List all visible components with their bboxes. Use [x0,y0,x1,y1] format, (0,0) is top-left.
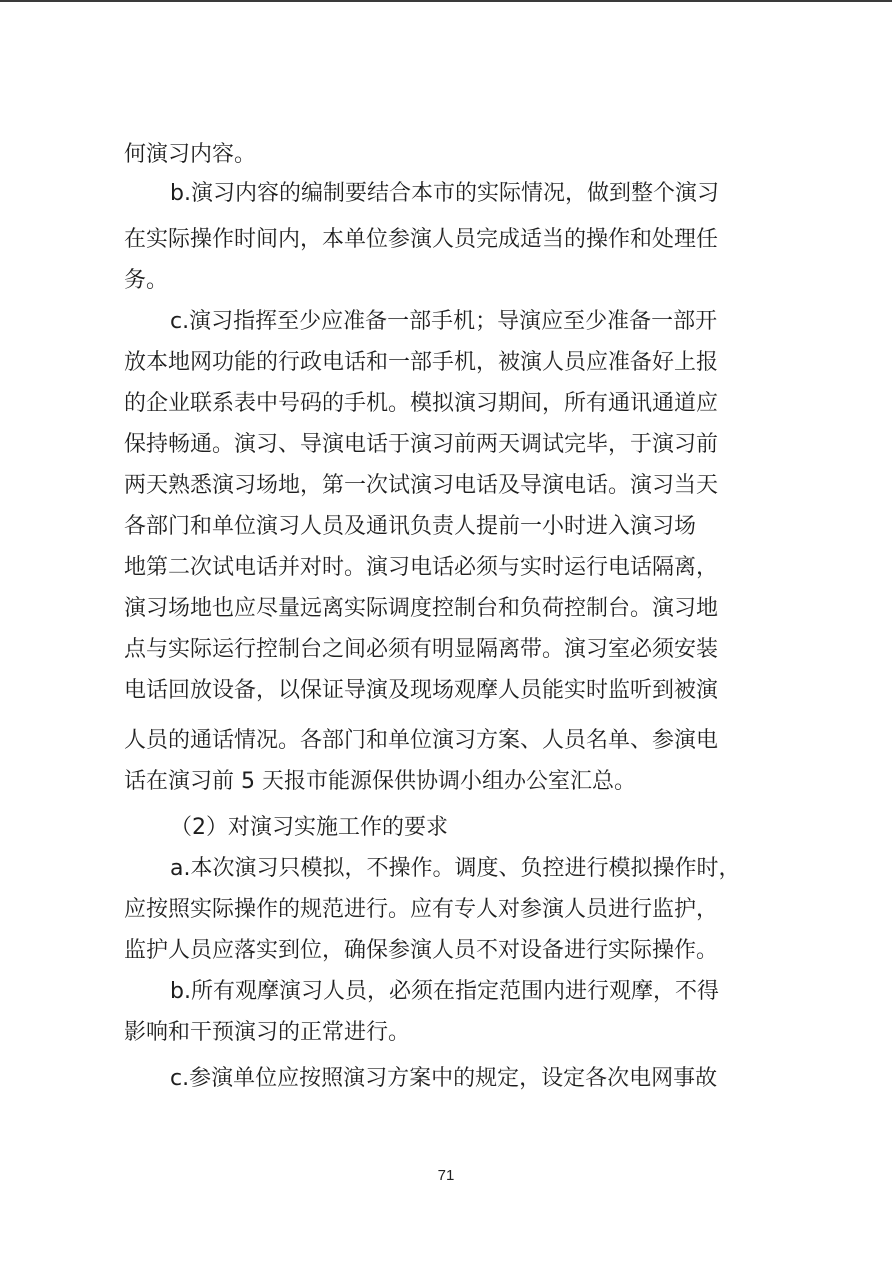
paragraph-line: 话在演习前 5 天报市能源保供协调小组办公室汇总。 [124,769,636,794]
paragraph-line: 点与实际运行控制台之间必须有明显隔离带。演习室必须安装 [124,637,719,662]
section-subheading: （2）对演习实施工作的要求 [170,815,448,840]
paragraph-line: 务。 [124,268,169,293]
paragraph-line: 应按照实际操作的规范进行。应有专人对参演人员进行监护， [124,897,719,922]
paragraph-line: 人员的通话情况。各部门和单位演习方案、人员名单、参演电 [124,728,719,753]
paragraph-line: a.本次演习只模拟，不操作。调度、负控进行模拟操作时， [170,856,741,881]
top-border [0,0,892,2]
paragraph-line: 影响和干预演习的正常进行。 [124,1020,411,1045]
paragraph-line: 放本地网功能的行政电话和一部手机，被演人员应准备好上报 [124,350,719,375]
paragraph-line: 保持畅通。演习、导演电话于演习前两天调试完毕，于演习前 [124,432,719,457]
paragraph-line: 地第二次试电话并对时。演习电话必须与实时运行电话隔离， [124,555,719,580]
paragraph-line: c.参演单位应按照演习方案中的规定，设定各次电网事故 [170,1066,718,1091]
paragraph-line: b.演习内容的编制要结合本市的实际情况，做到整个演习 [170,181,719,206]
paragraph-line: 演习场地也应尽量远离实际调度控制台和负荷控制台。演习地 [124,596,719,621]
paragraph-line: 在实际操作时间内，本单位参演人员完成适当的操作和处理任 [124,227,719,252]
paragraph-line: 电话回放设备，以保证导演及现场观摩人员能实时监听到被演 [124,678,719,703]
paragraph-line: 两天熟悉演习场地，第一次试演习电话及导演电话。演习当天 [124,473,719,498]
paragraph-line: 的企业联系表中号码的手机。模拟演习期间，所有通讯通道应 [124,391,719,416]
paragraph-line: b.所有观摩演习人员，必须在指定范围内进行观摩，不得 [170,979,719,1004]
paragraph-line: c.演习指挥至少应准备一部手机；导演应至少准备一部开 [170,309,718,334]
page-number: 71 [437,1167,455,1184]
paragraph-line: 各部门和单位演习人员及通讯负责人提前一小时进入演习场 [124,514,697,539]
paragraph-line: 何演习内容。 [124,142,257,167]
paragraph-line: 监护人员应落实到位，确保参演人员不对设备进行实际操作。 [124,938,719,963]
